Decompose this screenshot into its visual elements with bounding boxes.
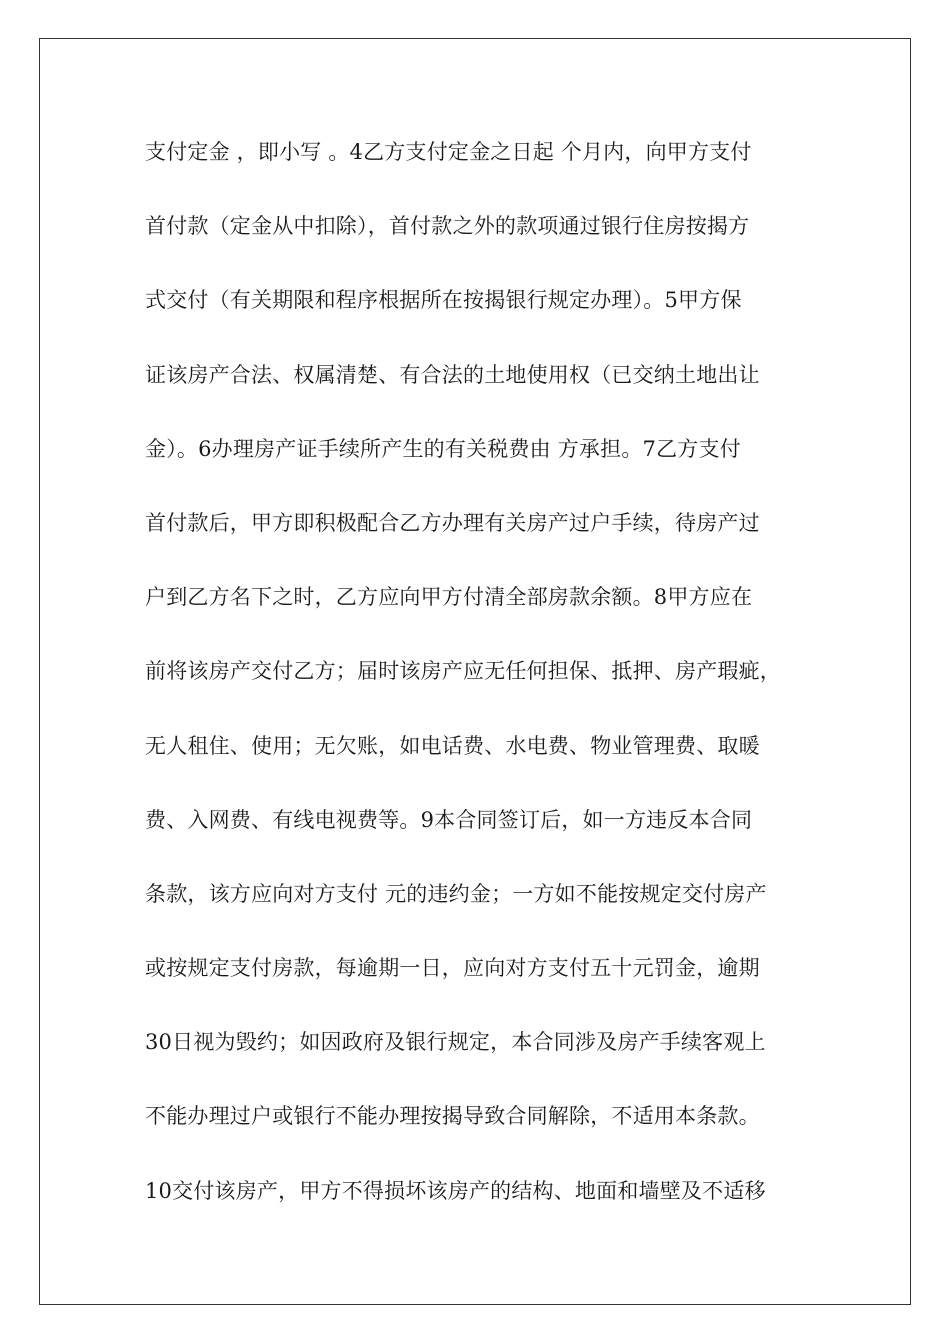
text-line: 首付款后，甲方即积极配合乙方办理有关房产过户手续，待房产过	[145, 510, 760, 535]
text-line: 支付定金 ，即小写 。4乙方支付定金之日起 个月内，向甲方支付	[145, 140, 752, 164]
text-line: 户到乙方名下之时，乙方应向甲方付清全部房款余额。8甲方应在	[145, 585, 753, 610]
contract-text-body	[145, 130, 825, 1243]
text-line: 前将该房产交付乙方；届时该房产应无任何担保、抵押、房产瑕疵，	[145, 659, 781, 684]
text-line: 条款，该方应向对方支付 元的违约金；一方如不能按规定交付房产	[145, 881, 767, 906]
text-line: 金）。6办理房产证手续所产生的有关税费由 方承担。7乙方支付	[145, 436, 741, 461]
text-line: 费、入网费、有线电视费等。9本合同签订后，如一方违反本合同	[145, 807, 753, 832]
text-line: 式交付（有关期限和程序根据所在按揭银行规定办理）。5甲方保	[145, 288, 742, 313]
text-line: 无人租住、使用；无欠账，如电话费、水电费、物业管理费、取暖	[145, 733, 760, 758]
text-line: 不能办理过户或银行不能办理按揭导致合同解除，不适用本条款。	[145, 1104, 760, 1129]
text-line: 首付款（定金从中扣除），首付款之外的款项通过银行住房按揭方	[145, 214, 750, 239]
text-line: 证该房产合法、权属清楚、有合法的土地使用权（已交纳土地出让	[145, 362, 760, 387]
text-line: 10交付该房产，甲方不得损坏该房产的结构、地面和墙壁及不适移	[145, 1178, 766, 1203]
text-line: 或按规定支付房款，每逾期一日，应向对方支付五十元罚金，逾期	[145, 956, 760, 981]
text-line: 30日视为毁约；如因政府及银行规定，本合同涉及房产手续客观上	[145, 1030, 766, 1055]
